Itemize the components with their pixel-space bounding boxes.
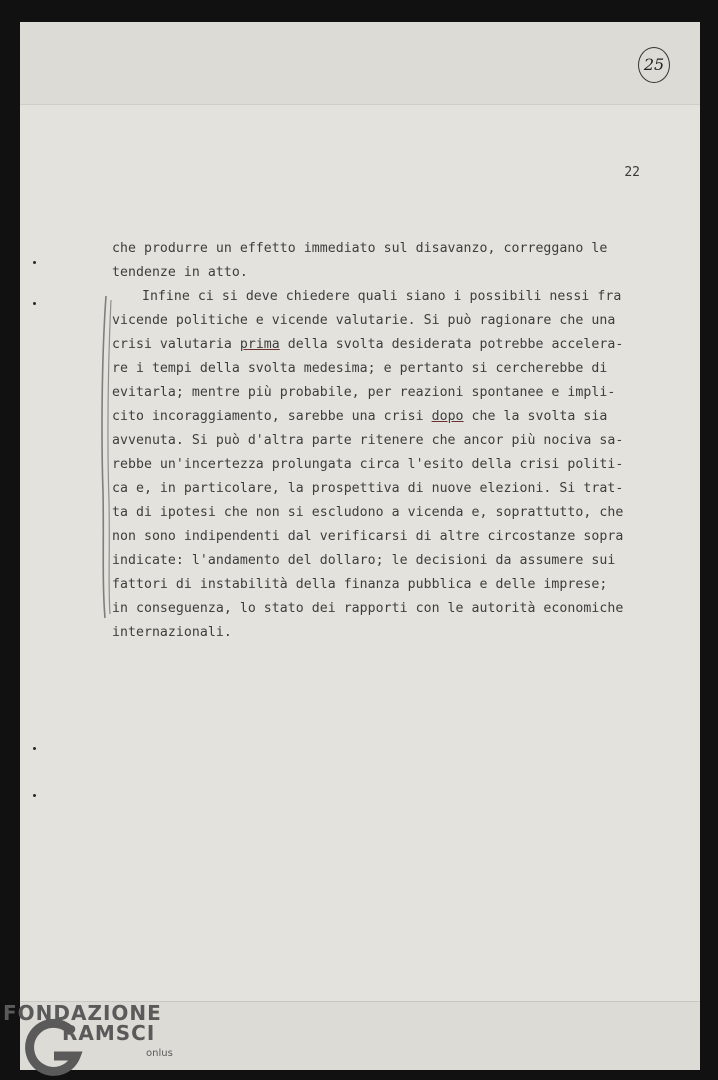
- watermark-line-1: FONDAZIONE: [3, 1001, 162, 1025]
- text-line: [112, 337, 623, 353]
- archive-watermark-logo: [0, 998, 200, 1080]
- hole-mark: [33, 302, 36, 305]
- text-line: Infine ci si deve chiedere quali siano i possibili nessi fra: [110, 289, 622, 304]
- text-line: rebbe un'incertezza prolungata circa l'esito della crisi politi-: [112, 457, 624, 472]
- page-number: 22: [624, 165, 640, 180]
- text-line: indicate: l'andamento del dollaro; le decisioni da assumere sui: [112, 553, 616, 568]
- underlined-word: prima: [239, 337, 280, 352]
- watermark-line-2: RAMSCI: [62, 1021, 156, 1045]
- text-line: ca e, in particolare, la prospettiva di nuove elezioni. Si trat-: [112, 481, 624, 496]
- watermark-line-3: onlus: [146, 1048, 173, 1059]
- text-line: tendenze in atto.: [112, 265, 248, 280]
- text-fragment: della svolta desiderata potrebbe accelera-: [279, 337, 624, 352]
- text-line: non sono indipendenti dal verificarsi di altre circostanze sopra: [112, 529, 624, 544]
- text-line: vicende politiche e vicende valutarie. Si può ragionare che una: [112, 313, 616, 328]
- hole-mark: [33, 747, 36, 750]
- archive-number-stamp: 25: [638, 47, 670, 83]
- underlined-word: dopo: [431, 409, 464, 424]
- text-fragment: cito incoraggiamento, sarebbe una crisi: [112, 409, 432, 424]
- text-fragment: crisi valutaria: [112, 337, 240, 352]
- text-line: re i tempi della svolta medesima; e pertanto si cercherebbe di: [112, 361, 608, 376]
- text-line: che produrre un effetto immediato sul disavanzo, correggano le: [112, 241, 608, 256]
- text-line: in conseguenza, lo stato dei rapporti con le autorità economiche: [112, 601, 624, 616]
- text-line: evitarla; mentre più probabile, per reazioni spontanee e impli-: [112, 385, 616, 400]
- text-line: [112, 409, 607, 425]
- text-line: ta di ipotesi che non si escludono a vicenda e, soprattutto, che: [112, 505, 624, 520]
- hole-mark: [33, 794, 36, 797]
- text-line: internazionali.: [112, 625, 232, 640]
- pencil-margin-bracket: [98, 292, 118, 622]
- text-fragment: che la svolta sia: [463, 409, 608, 424]
- text-line: avvenuta. Si può d'altra parte ritenere che ancor più nociva sa-: [112, 433, 624, 448]
- hole-mark: [33, 261, 36, 264]
- text-line: fattori di instabilità della finanza pubblica e delle imprese;: [112, 577, 608, 592]
